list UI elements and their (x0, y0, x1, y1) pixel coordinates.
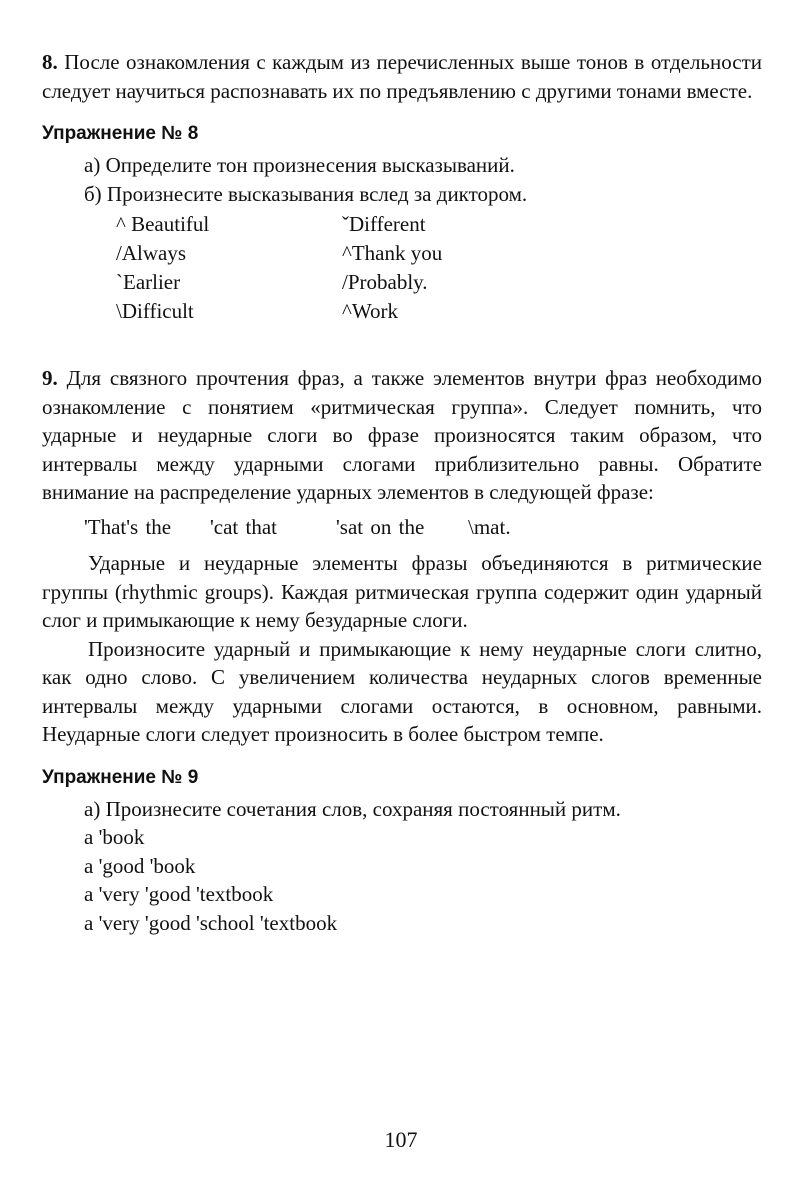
exercise-8-title: Упражнение № 8 (42, 123, 199, 144)
section-9-paragraph (42, 364, 762, 507)
exercise-8-task-a: а) Определите тон произнесения высказываний. (84, 153, 515, 177)
exercise-8-word-list (42, 210, 762, 326)
word-item: ^Work (342, 299, 398, 323)
exercise-9-line: a 'very 'good 'school 'textbook (84, 910, 338, 935)
exercise-9-line: a 'good 'book (84, 853, 196, 878)
section-8-number: 8. (42, 50, 58, 74)
word-item: ^ Beautiful (116, 212, 210, 236)
section-8-paragraph (42, 48, 762, 105)
word-item: ˇDifferent (342, 212, 426, 236)
section-gap (42, 326, 762, 364)
page-number: 107 (384, 1127, 418, 1152)
section-9-paragraph-3: Произносите ударный и примыкающие к нему неударные слоги слитно, как одно слово. С увеличением количества неударных слогов временные интервалы между ударными слогами остаются, в основном, равными. Неударные слоги следует произносить в более быстром темпе. (42, 636, 762, 746)
phrase-group: 'That's the (84, 514, 172, 539)
phrase-group: 'cat that (210, 514, 277, 539)
word-item: /Always (116, 241, 186, 265)
section-9-number: 9. (42, 366, 58, 390)
word-item: `Earlier (116, 270, 181, 294)
section-9-text: Для связного прочтения фраз, а также элементов внутри фраз необходимо ознакомление с понятием «ритмическая группа». Следует помнить, что ударные и неударные слоги во фразе произносятся таким образом, что интервалы между ударными слогами приблизительно равны. Обратите внимание на распределение ударных элементов в следующей фразе: (42, 366, 762, 504)
word-item: /Probably. (342, 270, 428, 294)
phrase-group: 'sat on the (336, 514, 425, 539)
exercise-9-task-a: а) Произнесите сочетания слов, сохраняя постоянный ритм. (84, 796, 621, 821)
page-content (42, 48, 762, 937)
word-item: ^Thank you (342, 241, 443, 265)
section-8-text: После ознакомления с каждым из перечисленных выше тонов в отдельности следует научиться распознавать их по предъявлению с другими тонами вместе. (42, 50, 763, 103)
section-9-paragraph-2: Ударные и неударные элементы фразы объединяются в ритмические группы (rhythmic groups). Каждая ритмическая группа содержит один ударный слог и примыкающие к нему безударные слоги. (42, 551, 762, 632)
word-item: \Difficult (116, 299, 194, 323)
exercise-9-line: a 'book (84, 825, 145, 849)
rhythm-phrase (42, 513, 762, 542)
exercise-9-title: Упражнение № 9 (42, 766, 199, 788)
exercise-8-task-b: б) Произнесите высказывания вслед за диктором. (84, 181, 528, 206)
phrase-group: \mat. (468, 514, 511, 539)
exercise-9-line: a 'very 'good 'textbook (84, 882, 274, 906)
